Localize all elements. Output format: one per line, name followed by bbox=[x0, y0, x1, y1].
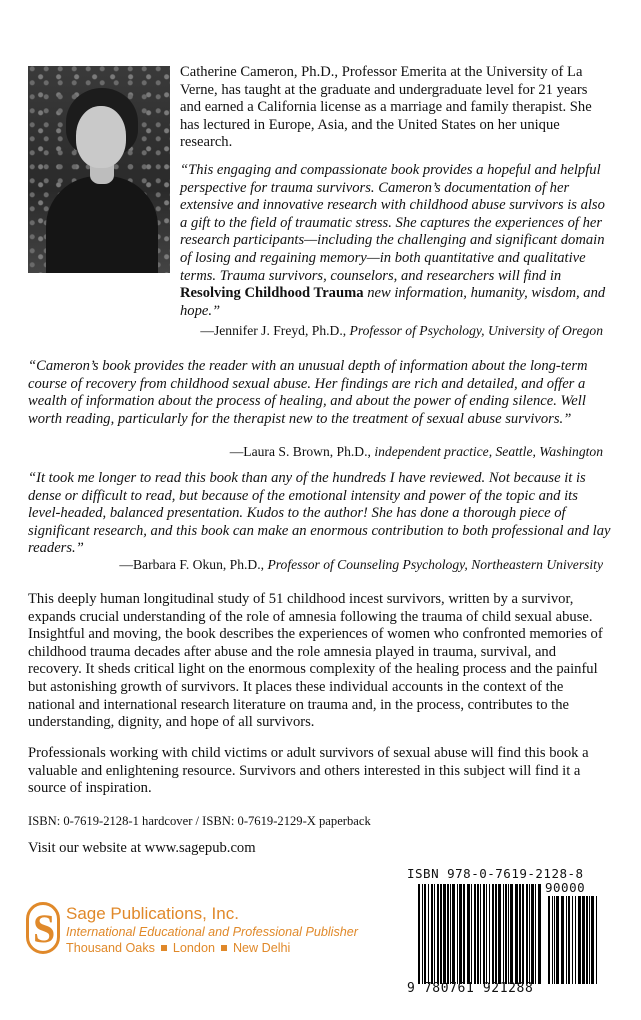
publisher-cities bbox=[66, 941, 290, 955]
endorsement-brown: “Cameron’s book provides the reader with an unusual depth of information about the long-term course of recovery from childhood sexual abuse. Her findings are rich and detailed, and offer a wealth of information about the process of healing, and about the power of ending silence. Well worth reading, particularly for the therapist new to the treatment of sexual abuse survivors.” bbox=[28, 358, 588, 427]
attribution-affiliation: Professor of Counseling Psychology, Northeastern University bbox=[267, 557, 603, 572]
barcode-bar bbox=[428, 884, 429, 984]
endorsement-freyd-attribution bbox=[200, 322, 603, 339]
sage-logo-icon: S bbox=[26, 902, 60, 954]
barcode-bar bbox=[437, 884, 439, 984]
endorsement-okun: “It took me longer to read this book than any of the hundreds I have reviewed. Not because it is dense or difficult to read, but because of the emotional intensity and power of the topic and its level-headed, balanced presentation. Kudos to the author! She has done a thorough piece of significant research, and this book can make an enormous contribution to both professional and lay readers.” bbox=[28, 470, 611, 557]
attribution-affiliation: Professor of Psychology, University of Oregon bbox=[349, 323, 603, 338]
barcode-bar bbox=[508, 884, 509, 984]
barcode-bar bbox=[561, 896, 564, 984]
barcode-bar bbox=[463, 884, 465, 984]
barcode-bar bbox=[552, 896, 553, 984]
barcode-bar bbox=[554, 896, 555, 984]
barcode-bar bbox=[578, 896, 581, 984]
website-line: Visit our website at www.sagepub.com bbox=[28, 840, 256, 856]
barcode-bar bbox=[538, 884, 541, 984]
barcode-bar bbox=[566, 896, 567, 984]
barcode-bar bbox=[467, 884, 470, 984]
barcode-bar bbox=[471, 884, 472, 984]
barcode-main-bars bbox=[417, 884, 541, 984]
barcode-bar bbox=[531, 884, 534, 984]
barcode bbox=[407, 866, 603, 998]
city: Thousand Oaks bbox=[66, 941, 155, 955]
barcode-bar bbox=[526, 884, 528, 984]
barcode-bar bbox=[431, 884, 433, 984]
barcode-bar bbox=[586, 896, 588, 984]
isbn-line: ISBN: 0-7619-2128-1 hardcover / ISBN: 0-7619-2129-X paperback bbox=[28, 814, 371, 828]
author-photo-body bbox=[46, 176, 158, 273]
endorsement-freyd-text-after: new information, humanity, wisdom, and hope.” bbox=[180, 285, 606, 319]
barcode-isbn: ISBN 978-0-7619-2128-8 bbox=[407, 866, 584, 881]
barcode-bar bbox=[548, 896, 550, 984]
barcode-bar bbox=[556, 896, 559, 984]
publisher-tagline: International Educational and Professional Publisher bbox=[66, 925, 358, 939]
barcode-bar bbox=[582, 896, 585, 984]
barcode-addon-number: 90000 bbox=[545, 880, 586, 895]
attribution-author: —Barbara F. Okun, Ph.D., bbox=[119, 557, 268, 572]
book-title: Resolving Childhood Trauma bbox=[180, 285, 364, 302]
barcode-bar bbox=[510, 884, 513, 984]
book-description: This deeply human longitudinal study of 51 childhood incest survivors, written by a survivor, expands crucial understanding of the role of amnesia following the trauma of child sexual abuse. Insightful and moving, the book describes the experiences of women who confronted memories of childhood trauma decades after abuse and the role amnesia played in trauma, survival, and recovery. It sheds critical light on the enormous complexity of the healing process and the painful but astonishing growth of survivors. It places these individual accounts in the context of the national and international research literature on trauma and, in the process, contributes to the understanding, dignity, and hope of all survivors. bbox=[28, 591, 603, 731]
barcode-digits: 9 780761 921288 bbox=[407, 981, 534, 996]
barcode-bar bbox=[450, 884, 451, 984]
endorsement-brown-attribution bbox=[230, 443, 603, 460]
endorsement-freyd bbox=[180, 162, 610, 320]
barcode-bar bbox=[489, 884, 490, 984]
barcode-bar bbox=[447, 884, 449, 984]
barcode-bar bbox=[440, 884, 442, 984]
barcode-bar bbox=[503, 884, 504, 984]
barcode-bar bbox=[422, 884, 423, 984]
barcode-bar bbox=[505, 884, 507, 984]
barcode-bar bbox=[457, 884, 458, 984]
barcode-bar bbox=[568, 896, 570, 984]
barcode-addon-bars bbox=[547, 896, 599, 984]
barcode-bar bbox=[443, 884, 446, 984]
attribution-affiliation: independent practice, Seattle, Washington bbox=[374, 444, 603, 459]
bullet-icon bbox=[221, 945, 227, 951]
barcode-bar bbox=[515, 884, 518, 984]
barcode-bar bbox=[492, 884, 494, 984]
barcode-bar bbox=[589, 896, 590, 984]
city: London bbox=[172, 941, 215, 955]
attribution-author: —Laura S. Brown, Ph.D., bbox=[229, 444, 375, 459]
barcode-bar bbox=[572, 896, 573, 984]
author-photo-face bbox=[76, 106, 126, 168]
barcode-bar bbox=[480, 884, 481, 984]
barcode-bar bbox=[529, 884, 530, 984]
barcode-bar bbox=[495, 884, 497, 984]
barcode-bar bbox=[452, 884, 455, 984]
barcode-bar bbox=[575, 896, 576, 984]
endorsement-okun-attribution bbox=[119, 556, 603, 573]
bullet-icon bbox=[161, 945, 167, 951]
barcode-bar bbox=[424, 884, 426, 984]
author-bio: Catherine Cameron, Ph.D., Professor Emerita at the University of La Verne, has taught at the graduate and undergraduate level for 21 years and earned a California license as a marriage and family therapist. She has lectured in Europe, Asia, and the United States on her unique research. bbox=[180, 64, 592, 151]
author-photo bbox=[28, 66, 170, 273]
barcode-bar bbox=[535, 884, 536, 984]
barcode-bar bbox=[483, 884, 485, 984]
barcode-bar bbox=[591, 896, 594, 984]
city: New Delhi bbox=[232, 941, 291, 955]
barcode-bar bbox=[434, 884, 435, 984]
attribution-author: —Jennifer J. Freyd, Ph.D., bbox=[200, 323, 350, 338]
barcode-bar bbox=[522, 884, 524, 984]
book-audience: Professionals working with child victims or adult survivors of sexual abuse will find this book a valuable and enlightening resource. Survivors and others interested in this subject will find it a source of inspiration. bbox=[28, 745, 589, 797]
barcode-bar bbox=[459, 884, 462, 984]
publisher-name: Sage Publications, Inc. bbox=[66, 904, 239, 923]
barcode-bar bbox=[477, 884, 479, 984]
barcode-bar bbox=[418, 884, 420, 984]
endorsement-freyd-text-before: “This engaging and compassionate book provides a hopeful and helpful perspective for trauma survivors. Cameron’s documentation of her extensive and innovative research with childhood abuse survivors is also a gift to the field of traumatic stress. She captures the experiences of her research participants—including the challenging and significant domain of losing and regaining memory—in both quantitative and qualitative terms. Trauma survivors, counselors, and researchers will find in bbox=[180, 162, 605, 284]
barcode-bar bbox=[486, 884, 487, 984]
barcode-bar bbox=[596, 896, 597, 984]
publisher-logo bbox=[26, 900, 366, 960]
barcode-bar bbox=[519, 884, 521, 984]
barcode-bar bbox=[498, 884, 501, 984]
barcode-bar bbox=[474, 884, 476, 984]
